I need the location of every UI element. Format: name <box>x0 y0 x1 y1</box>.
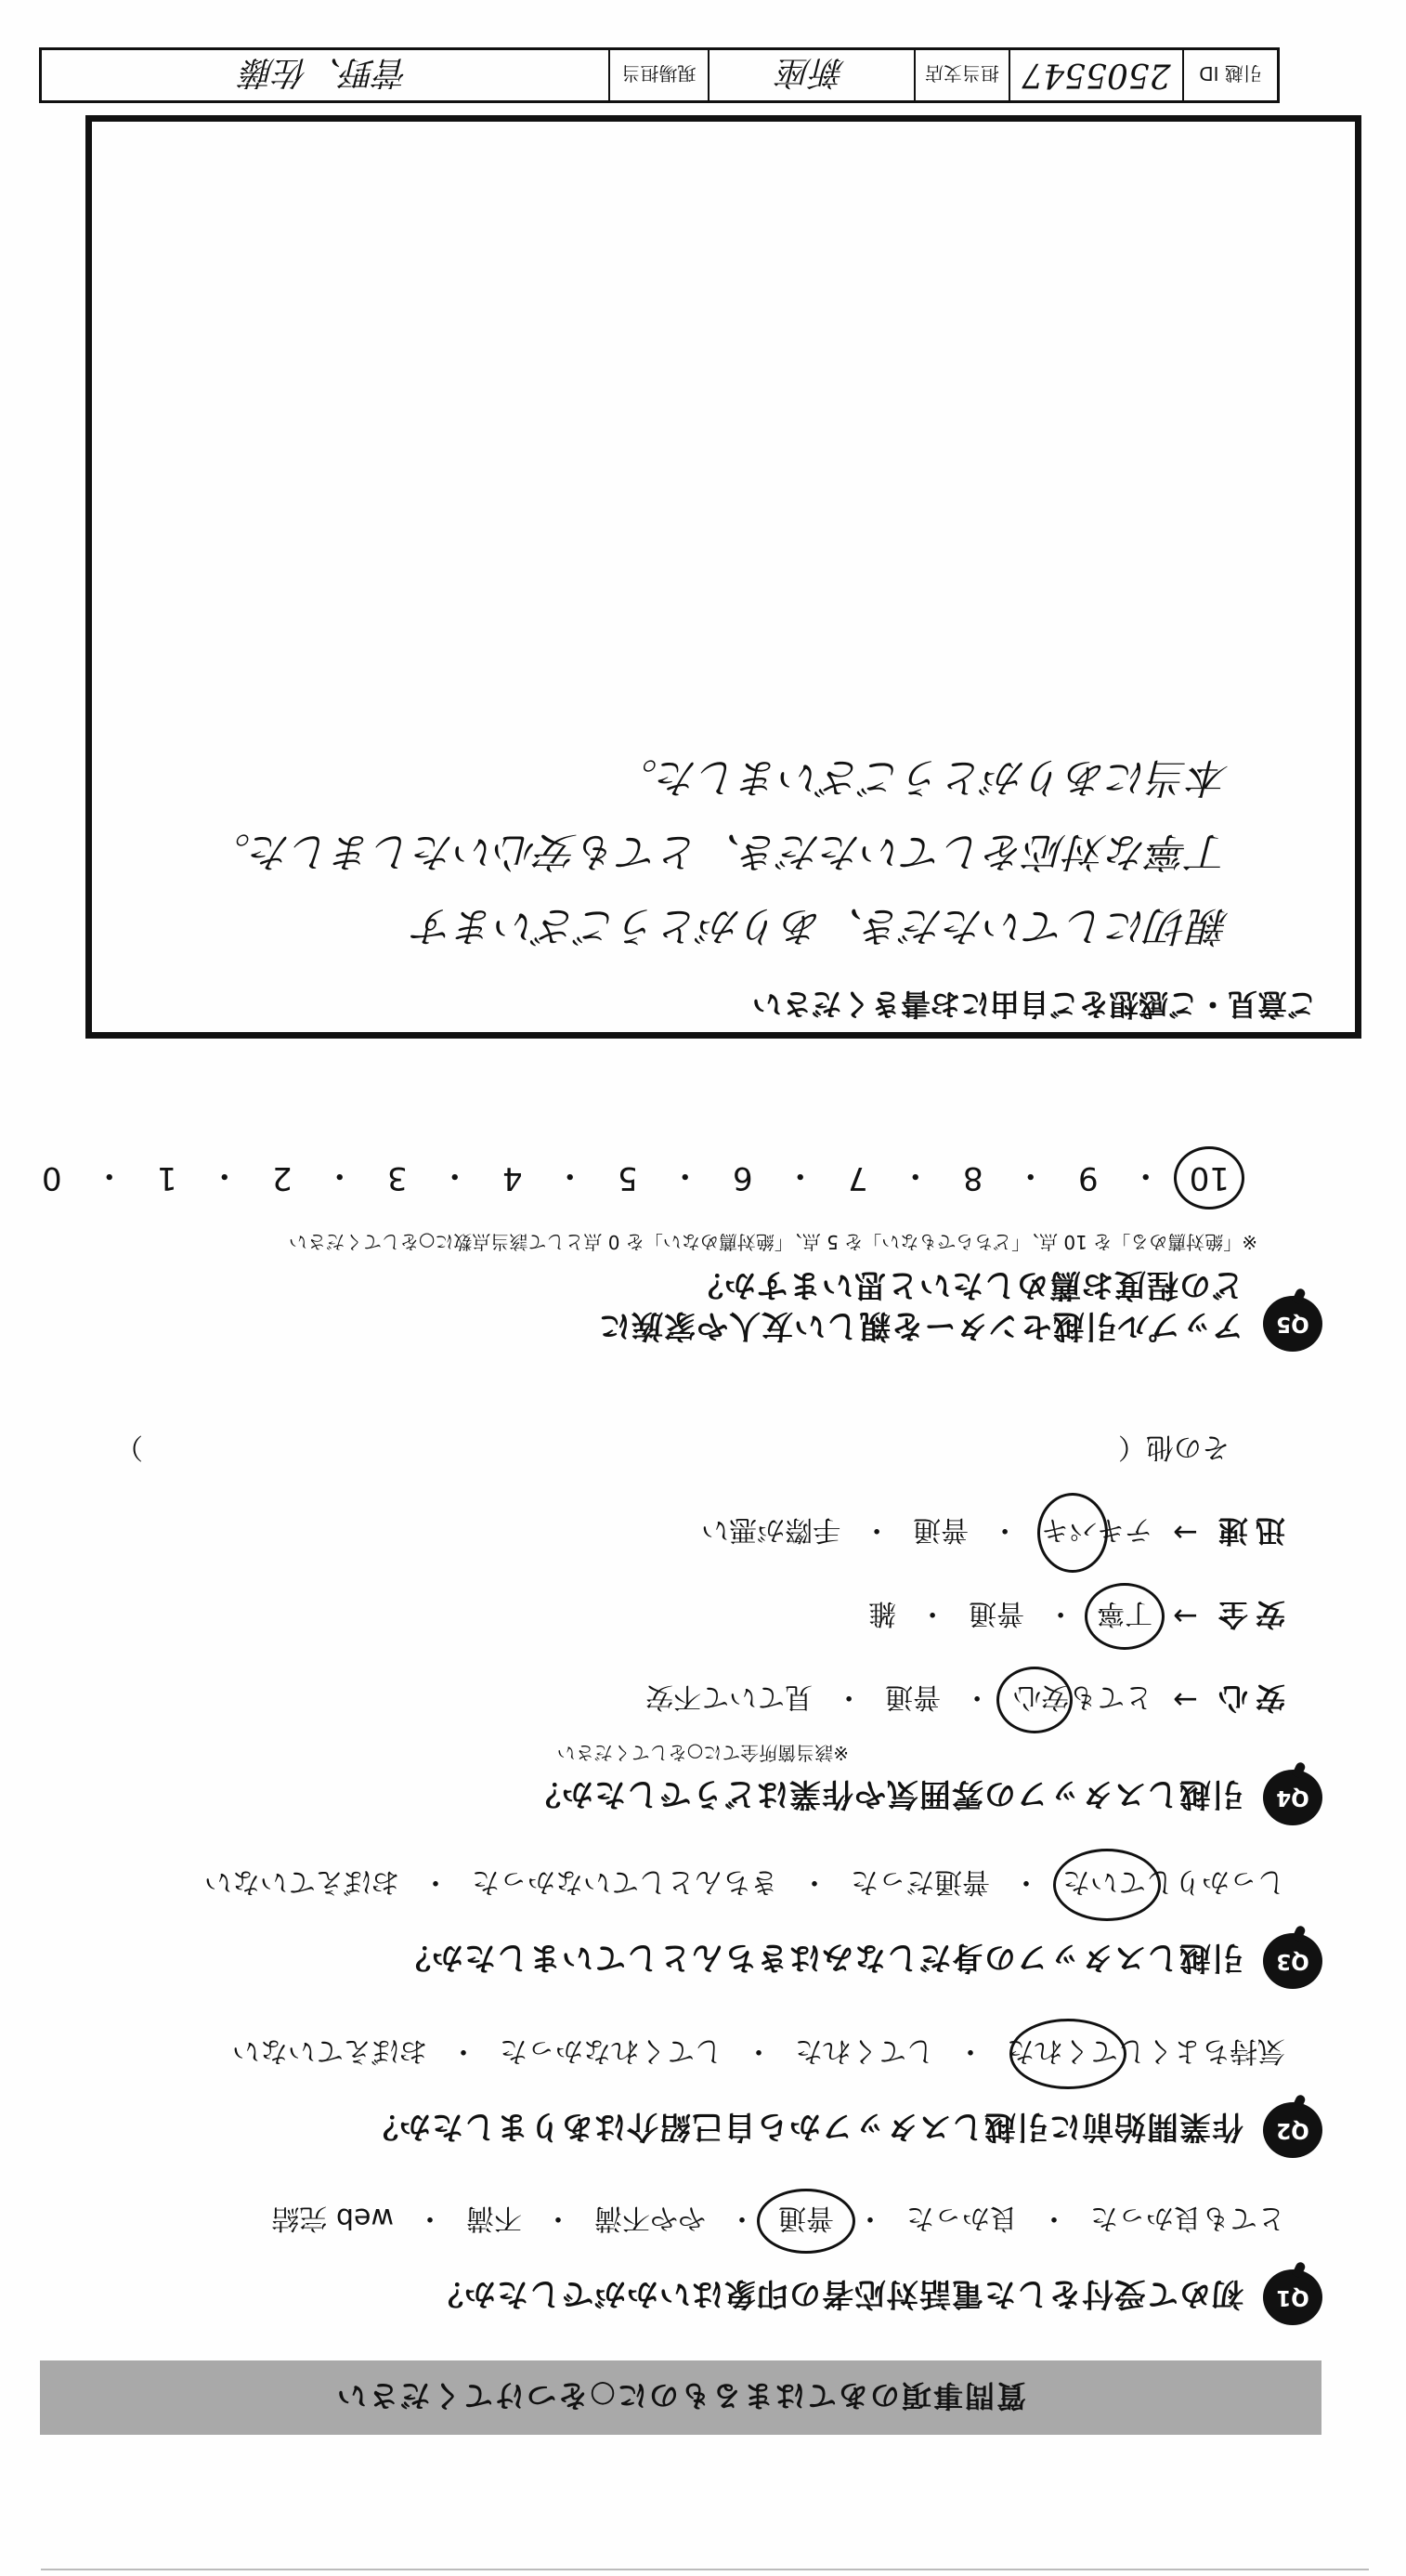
id-label: 引越 ID <box>1182 50 1277 100</box>
q3-options: しっかりしていた ・ 普通だった ・ きちんとしていなかった ・ おぼえていない <box>204 1864 1285 1905</box>
q4-option[interactable]: 普通 <box>885 1680 942 1713</box>
q4-row-label: 安全 <box>1210 1597 1285 1632</box>
q2-options: 気持ちよくしてくれた ・ してくれた ・ してくれなかった ・ おぼえていない <box>232 2033 1285 2074</box>
q3-question: 引越しスタッフの身だしなみはきちんとしていましたか？ <box>398 1939 1243 1976</box>
score-option[interactable]: 5 <box>617 1159 638 1197</box>
sheet-top-edge <box>41 2569 1369 2570</box>
q4-option[interactable]: 普通 <box>969 1597 1025 1629</box>
score-option[interactable]: 1 <box>156 1159 177 1197</box>
q1-option[interactable]: 不満 <box>466 2202 522 2234</box>
q1-option[interactable]: とても良かった <box>1090 2202 1285 2234</box>
handwritten-comment-line: 本当にありがとうございました。 <box>617 753 1230 801</box>
q4-option-selected[interactable]: テキパキ <box>1041 1512 1152 1553</box>
q5-note: ※「絶対薦める」を 10 点、「どちらでもない」を 5 点、「絶対薦めない」を 0 点として該当点数に○をしてください <box>288 1231 1257 1253</box>
q4-row-label: 迅速 <box>1210 1513 1285 1549</box>
instruction-banner: 質問事項のあてはまるものに○をつけてください <box>40 2360 1321 2435</box>
q3-option[interactable]: きちんとしていなかった <box>472 1865 778 1898</box>
comments-title: ご意見・ご感想をご自由にお書きください <box>751 987 1317 1022</box>
q1-option-selected[interactable]: 普通 <box>778 2201 834 2242</box>
q4-option[interactable]: 見ていて不安 <box>645 1680 814 1713</box>
q5-badge: Q5 <box>1263 1296 1322 1352</box>
score-option[interactable]: 0 <box>41 1159 62 1197</box>
branch-value: 新座 <box>708 50 914 100</box>
q4-row-label: 安心 <box>1210 1680 1285 1716</box>
q4-badge: Q4 <box>1263 1770 1322 1825</box>
q4-option[interactable]: 手際が悪い <box>701 1513 841 1546</box>
staff-label: 現場担当 <box>608 50 708 100</box>
score-option[interactable]: 4 <box>501 1159 523 1197</box>
q4-option-selected[interactable]: 丁寧 <box>1097 1596 1152 1637</box>
q4-row-jinsoku: 迅速 → テキパキ ・ 普通 ・ 手際が悪い <box>701 1511 1285 1554</box>
q2-option-selected[interactable]: 気持ちよくしてくれた <box>1007 2033 1285 2074</box>
q5-scale: 10 ・ 9 ・ 8 ・ 7 ・ 6 ・ 5 ・ 4 ・ 3 ・ 2 ・ 1 ・ 0 <box>38 1156 1230 1201</box>
q1-option[interactable]: web 完結 <box>271 2202 394 2234</box>
q4-row-anshin: 安心 → とても安心 ・ 普通 ・ 見ていて不安 <box>645 1679 1285 1721</box>
q3-badge: Q3 <box>1263 1933 1322 1989</box>
q2-option[interactable]: おぼえていない <box>232 2034 427 2067</box>
handwritten-comment-line: 親切にしていただき、ありがとうございます <box>413 902 1230 949</box>
score-option-selected[interactable]: 10 <box>1190 1160 1230 1197</box>
score-option[interactable]: 6 <box>732 1159 753 1197</box>
q4-other-close: ） <box>115 1431 143 1463</box>
id-value: 2505547 <box>1009 50 1182 100</box>
score-option[interactable]: 2 <box>271 1159 293 1197</box>
q4-row-anzen: 安全 → 丁寧 ・ 普通 ・ 雑 <box>868 1595 1285 1638</box>
score-option[interactable]: 3 <box>386 1159 408 1197</box>
q2-option[interactable]: してくれた <box>795 2034 934 2067</box>
q1-options: とても良かった ・ 良かった ・ 普通 ・ やや不満 ・ 不満 ・ web 完結 <box>271 2201 1285 2242</box>
handwritten-comment-line: 丁寧な対応をしていただき、とても安心いたしました。 <box>209 828 1230 875</box>
q2-option[interactable]: してくれなかった <box>500 2034 723 2067</box>
q4-option-selected[interactable]: とても安心 <box>1013 1680 1152 1720</box>
q4-question: 引越しスタッフの雰囲気や作業はどうでしたか？ <box>528 1775 1243 1812</box>
q4-other-label: その他（ <box>1118 1431 1230 1463</box>
score-option[interactable]: 7 <box>847 1159 868 1197</box>
q3-option-selected[interactable]: しっかりしていた <box>1062 1864 1285 1905</box>
q1-badge: Q1 <box>1263 2269 1322 2325</box>
q1-option[interactable]: やや不満 <box>594 2202 706 2234</box>
q5-question-line2: どの程度お薦めしたいと思いますか？ <box>691 1266 1243 1303</box>
q4-option[interactable]: 普通 <box>913 1513 970 1546</box>
score-option[interactable]: 9 <box>1077 1159 1099 1197</box>
footer-info-table <box>39 47 1280 103</box>
q1-option[interactable]: 良かった <box>906 2202 1018 2234</box>
q1-question: 初めて受付をした電話対応者の印象はいかがでしたか？ <box>431 2275 1243 2312</box>
arrow-icon: → <box>1173 1682 1198 1718</box>
q2-question: 作業開始前に引越しスタッフから自己紹介はありましたか？ <box>366 2108 1243 2145</box>
q5-question-line1: アップル引越センターを親しい友人や家族に <box>598 1307 1243 1344</box>
arrow-icon: → <box>1173 1599 1198 1634</box>
arrow-icon: → <box>1173 1515 1198 1550</box>
q3-option[interactable]: おぼえていない <box>204 1865 399 1898</box>
q4-note: ※該当箇所全てに○をしてください <box>556 1742 849 1764</box>
staff-value: 菅野、佐藤 <box>241 53 410 92</box>
q3-option[interactable]: 普通だった <box>851 1865 990 1898</box>
q4-other <box>115 1430 1230 1471</box>
q2-badge: Q2 <box>1263 2102 1322 2158</box>
q4-option[interactable]: 雑 <box>868 1597 897 1629</box>
score-option[interactable]: 8 <box>962 1159 983 1197</box>
branch-label: 担当支店 <box>914 50 1009 100</box>
